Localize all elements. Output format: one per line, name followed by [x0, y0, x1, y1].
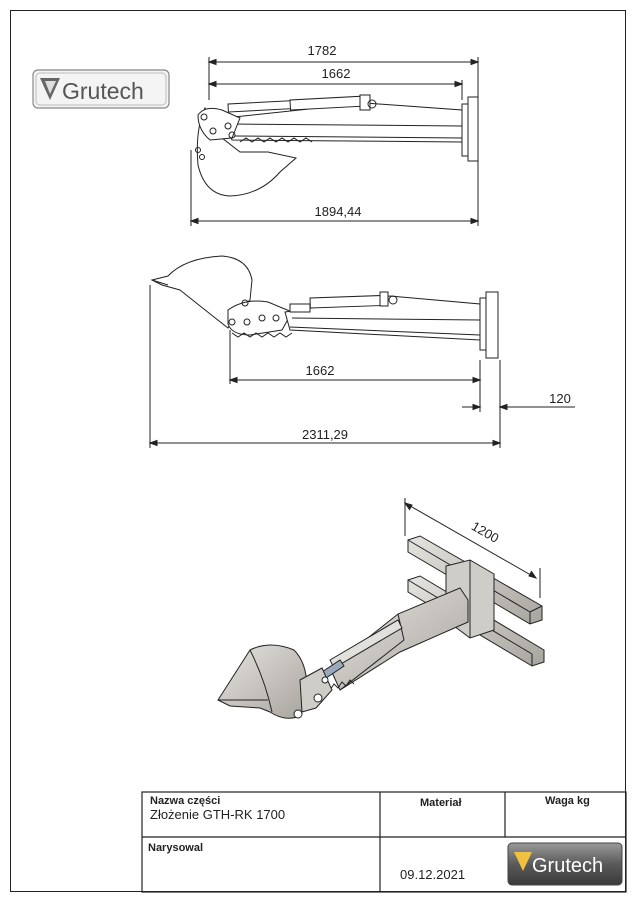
dim-1894: 1894,44 — [314, 204, 362, 219]
logo-text-bottom: Grutech — [532, 855, 604, 877]
dim-1782: 1782 — [307, 43, 337, 58]
dim-1662-top: 1662 — [321, 66, 351, 81]
logo-text-top: Grutech — [62, 78, 144, 104]
dim-1662-mid: 1662 — [305, 363, 335, 378]
part-name-value: Złożenie GTH-RK 1700 — [150, 807, 286, 822]
material-label: Materiał — [420, 797, 462, 809]
date-value: 09.12.2021 — [400, 867, 466, 882]
grutech-logo-top — [33, 70, 169, 108]
dim-2311: 2311,29 — [301, 427, 349, 442]
view-2-side — [150, 256, 575, 448]
dim-1200: 1200 — [468, 518, 502, 546]
weight-label: Waga kg — [545, 795, 590, 807]
dim-120: 120 — [549, 391, 571, 406]
part-name-label: Nazwa części — [150, 795, 221, 807]
drawn-by-label: Narysowal — [148, 842, 204, 854]
view-1-side — [191, 57, 478, 226]
grutech-logo-bottom — [508, 843, 622, 885]
